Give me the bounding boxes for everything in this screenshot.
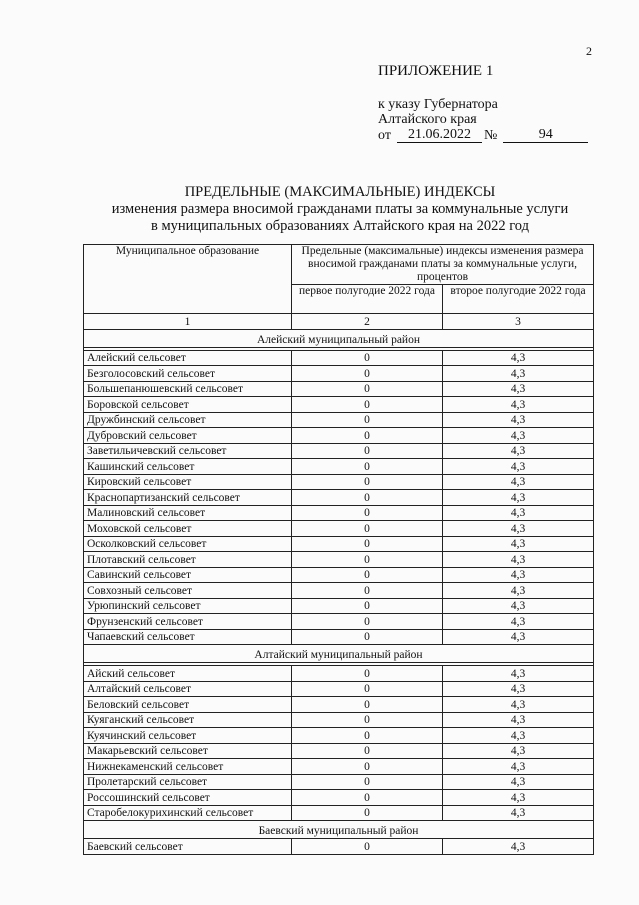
table-row	[84, 583, 594, 599]
district-section-row	[84, 645, 594, 663]
district-title: Баевский муниципальный район	[84, 821, 594, 839]
municipality-name: Кашинский сельсовет	[84, 459, 292, 475]
table-row	[84, 474, 594, 490]
appendix-decree-line1: к указу Губернатора	[378, 97, 498, 112]
column-number: 3	[443, 314, 594, 330]
second-half-index: 4,3	[443, 567, 594, 583]
table-row	[84, 712, 594, 728]
table-row	[84, 790, 594, 806]
decree-number: 94	[503, 127, 588, 143]
from-label: от	[378, 128, 391, 143]
municipality-name: Савинский сельсовет	[84, 567, 292, 583]
municipality-name: Совхозный сельсовет	[84, 583, 292, 599]
first-half-index: 0	[292, 443, 443, 459]
heading-line3: в муниципальных образованиях Алтайского края на 2022 год	[151, 218, 529, 234]
second-half-index: 4,3	[443, 614, 594, 630]
second-half-index: 4,3	[443, 366, 594, 382]
first-half-index: 0	[292, 552, 443, 568]
second-half-index: 4,3	[443, 774, 594, 790]
table-row	[84, 839, 594, 855]
first-half-index: 0	[292, 583, 443, 599]
first-half-index: 0	[292, 614, 443, 630]
municipality-name: Куячинский сельсовет	[84, 728, 292, 744]
municipality-name: Боровской сельсовет	[84, 397, 292, 413]
first-half-index: 0	[292, 774, 443, 790]
appendix-decree-line2: Алтайского края	[378, 112, 477, 127]
district-title: Алейский муниципальный район	[84, 329, 594, 347]
column-number: 1	[84, 314, 292, 330]
table-row	[84, 728, 594, 744]
second-half-index: 4,3	[443, 505, 594, 521]
first-half-index: 0	[292, 697, 443, 713]
first-half-index: 0	[292, 839, 443, 855]
first-half-index: 0	[292, 567, 443, 583]
second-half-index: 4,3	[443, 443, 594, 459]
table-row	[84, 567, 594, 583]
first-half-index: 0	[292, 712, 443, 728]
municipality-name: Моховской сельсовет	[84, 521, 292, 537]
first-half-index: 0	[292, 490, 443, 506]
table-row	[84, 536, 594, 552]
table-row	[84, 381, 594, 397]
municipality-name: Заветильичевский сельсовет	[84, 443, 292, 459]
municipality-name: Старобелокурихинский сельсовет	[84, 805, 292, 821]
first-half-index: 0	[292, 666, 443, 682]
first-half-index: 0	[292, 743, 443, 759]
column-number-row	[84, 314, 594, 330]
second-half-index: 4,3	[443, 459, 594, 475]
table-row	[84, 397, 594, 413]
first-half-index: 0	[292, 521, 443, 537]
second-half-index: 4,3	[443, 397, 594, 413]
second-half-index: 4,3	[443, 428, 594, 444]
table-row	[84, 681, 594, 697]
municipality-name: Куяганский сельсовет	[84, 712, 292, 728]
second-half-index: 4,3	[443, 629, 594, 645]
table-row	[84, 666, 594, 682]
municipality-name: Беловский сельсовет	[84, 697, 292, 713]
second-half-index: 4,3	[443, 712, 594, 728]
second-half-index: 4,3	[443, 521, 594, 537]
second-half-index: 4,3	[443, 759, 594, 775]
municipality-name: Дубровский сельсовет	[84, 428, 292, 444]
municipality-name: Кировский сельсовет	[84, 474, 292, 490]
municipality-name: Малиновский сельсовет	[84, 505, 292, 521]
col-first-half-header: первое полугодие 2022 года	[292, 285, 443, 314]
second-half-index: 4,3	[443, 474, 594, 490]
municipality-name: Фрунзенский сельсовет	[84, 614, 292, 630]
document-heading	[60, 184, 620, 235]
table-row	[84, 443, 594, 459]
second-half-index: 4,3	[443, 350, 594, 366]
table-row	[84, 428, 594, 444]
municipality-name: Баевский сельсовет	[84, 839, 292, 855]
table-row	[84, 412, 594, 428]
table-row	[84, 759, 594, 775]
municipality-name: Осколковский сельсовет	[84, 536, 292, 552]
district-section-row	[84, 821, 594, 839]
municipality-name: Чапаевский сельсовет	[84, 629, 292, 645]
municipality-name: Нижнекаменский сельсовет	[84, 759, 292, 775]
municipality-name: Урюпинский сельсовет	[84, 598, 292, 614]
first-half-index: 0	[292, 412, 443, 428]
municipality-name: Большепанюшевский сельсовет	[84, 381, 292, 397]
second-half-index: 4,3	[443, 805, 594, 821]
second-half-index: 4,3	[443, 743, 594, 759]
table-row	[84, 366, 594, 382]
second-half-index: 4,3	[443, 381, 594, 397]
first-half-index: 0	[292, 459, 443, 475]
table-row	[84, 614, 594, 630]
first-half-index: 0	[292, 428, 443, 444]
first-half-index: 0	[292, 381, 443, 397]
municipality-name: Макарьевский сельсовет	[84, 743, 292, 759]
municipality-name: Плотавский сельсовет	[84, 552, 292, 568]
table-row	[84, 552, 594, 568]
appendix-block	[378, 64, 588, 143]
second-half-index: 4,3	[443, 583, 594, 599]
table-row	[84, 505, 594, 521]
first-half-index: 0	[292, 505, 443, 521]
municipality-name: Айский сельсовет	[84, 666, 292, 682]
municipality-name: Алейский сельсовет	[84, 350, 292, 366]
second-half-index: 4,3	[443, 790, 594, 806]
municipality-name: Краснопартизанский сельсовет	[84, 490, 292, 506]
second-half-index: 4,3	[443, 552, 594, 568]
heading-line1: ПРЕДЕЛЬНЫЕ (МАКСИМАЛЬНЫЕ) ИНДЕКСЫ	[184, 184, 496, 200]
municipality-name: Безголосовский сельсовет	[84, 366, 292, 382]
second-half-index: 4,3	[443, 598, 594, 614]
decree-date-number	[378, 127, 588, 143]
table-row	[84, 629, 594, 645]
col-group-header: Предельные (максимальные) индексы изменения размера вносимой гражданами платы за коммунальные услуги, процентов	[292, 245, 594, 285]
table-row	[84, 350, 594, 366]
first-half-index: 0	[292, 805, 443, 821]
table-row	[84, 521, 594, 537]
municipality-name: Дружбинский сельсовет	[84, 412, 292, 428]
decree-date: 21.06.2022	[397, 127, 482, 143]
col-second-half-header: второе полугодие 2022 года	[443, 285, 594, 314]
column-number: 2	[292, 314, 443, 330]
number-label: №	[483, 128, 498, 143]
table-row	[84, 805, 594, 821]
first-half-index: 0	[292, 536, 443, 552]
district-section-row	[84, 329, 594, 347]
table-row	[84, 459, 594, 475]
municipality-name: Россошинский сельсовет	[84, 790, 292, 806]
second-half-index: 4,3	[443, 697, 594, 713]
table-row	[84, 697, 594, 713]
first-half-index: 0	[292, 629, 443, 645]
first-half-index: 0	[292, 790, 443, 806]
first-half-index: 0	[292, 681, 443, 697]
first-half-index: 0	[292, 728, 443, 744]
first-half-index: 0	[292, 598, 443, 614]
table-row	[84, 490, 594, 506]
second-half-index: 4,3	[443, 839, 594, 855]
first-half-index: 0	[292, 350, 443, 366]
page-number: 2	[586, 44, 592, 58]
table-row	[84, 598, 594, 614]
col-municipality-header: Муниципальное образование	[84, 245, 292, 314]
district-title: Алтайский муниципальный район	[84, 645, 594, 663]
first-half-index: 0	[292, 397, 443, 413]
municipality-name: Алтайский сельсовет	[84, 681, 292, 697]
heading-line2: изменения размера вносимой гражданами платы за коммунальные услуги	[111, 201, 569, 217]
first-half-index: 0	[292, 759, 443, 775]
second-half-index: 4,3	[443, 490, 594, 506]
second-half-index: 4,3	[443, 536, 594, 552]
first-half-index: 0	[292, 474, 443, 490]
second-half-index: 4,3	[443, 412, 594, 428]
second-half-index: 4,3	[443, 728, 594, 744]
second-half-index: 4,3	[443, 666, 594, 682]
table-row	[84, 743, 594, 759]
table-header-row	[84, 245, 594, 285]
second-half-index: 4,3	[443, 681, 594, 697]
municipality-name: Пролетарский сельсовет	[84, 774, 292, 790]
appendix-title: ПРИЛОЖЕНИЕ 1	[378, 63, 494, 79]
indices-table	[83, 244, 594, 855]
table-row	[84, 774, 594, 790]
first-half-index: 0	[292, 366, 443, 382]
